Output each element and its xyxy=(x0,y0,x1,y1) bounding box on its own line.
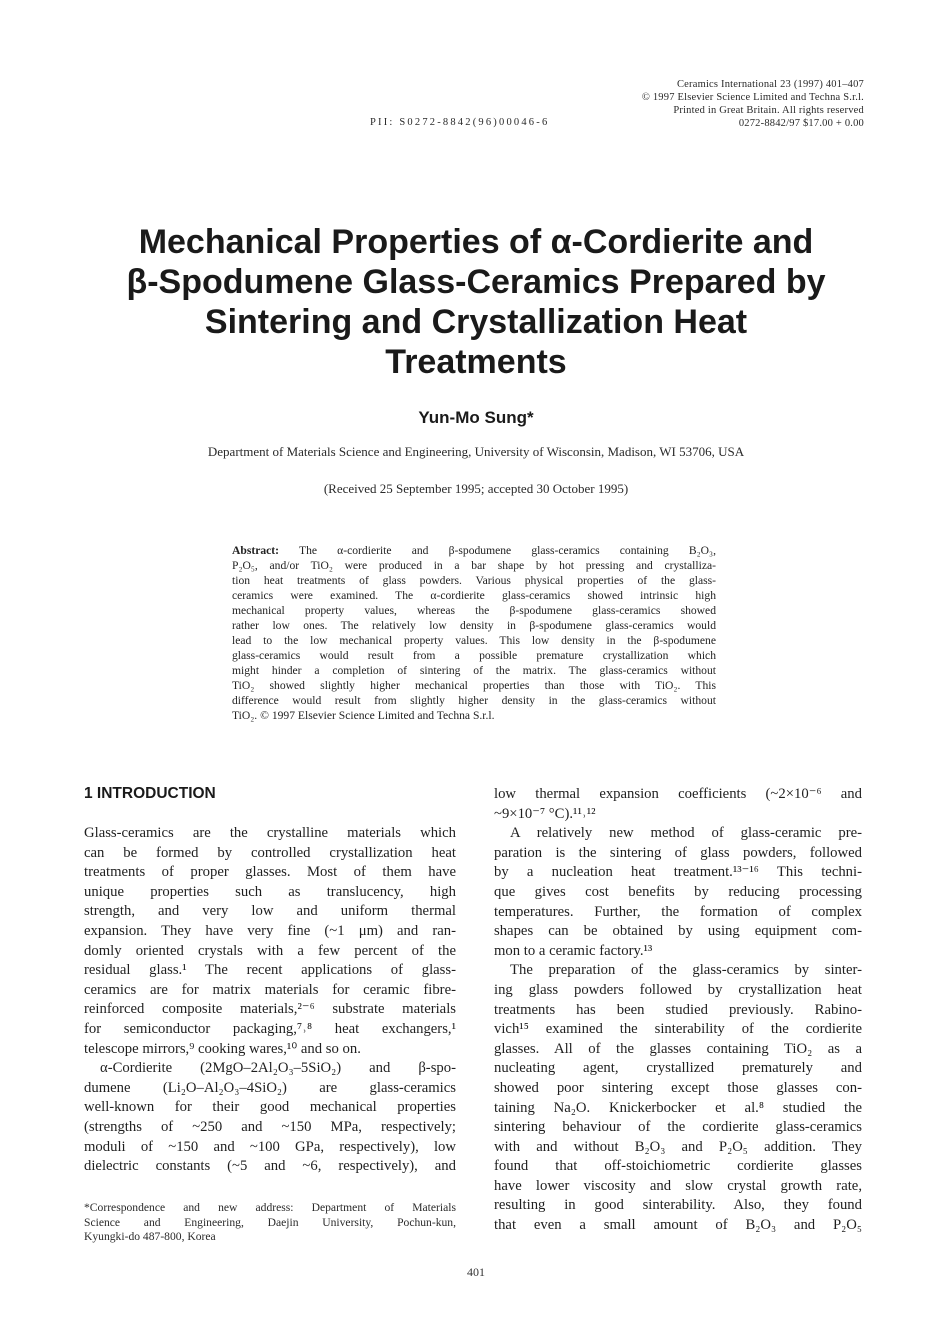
text-line: α-Cordierite (2MgO–2Al₂O₃–5SiO₂) and β-spo- xyxy=(100,1060,456,1077)
abstract xyxy=(232,543,716,723)
text-line: paration is the sintering of glass powders, followed xyxy=(494,844,862,861)
abstract-line: ceramics were examined. The α-cordierite glass-ceramics showed intrinsic high xyxy=(232,589,716,602)
article-title xyxy=(60,222,892,382)
text-line: moduli of ~150 and ~100 GPa, respectively), low xyxy=(84,1138,456,1155)
text-line: ceramics are for matrix materials for ceramic fibre- xyxy=(84,981,456,998)
printed-line: Printed in Great Britain. All rights reserved xyxy=(673,105,864,116)
text-line: by a nucleation heat treatment.¹³⁻¹⁶ This techni- xyxy=(494,864,862,881)
footnote-line: Kyungki-do 487-800, Korea xyxy=(84,1230,216,1243)
text-line: mon to a ceramic factory.¹³ xyxy=(494,942,653,959)
text-line: telescope mirrors,⁹ cooking wares,¹⁰ and so on. xyxy=(84,1040,361,1057)
text-line: with and without B₂O₃ and P₂O₅ addition. They xyxy=(494,1138,862,1155)
abstract-line: difference would result from slightly higher density in the glass-ceramics without xyxy=(232,694,716,707)
title-line: Treatments xyxy=(385,343,567,381)
text-line: temperatures. Further, the formation of complex xyxy=(494,903,862,920)
text-line: resulting in good sinterability. Also, they found xyxy=(494,1197,862,1214)
section-heading: 1 INTRODUCTION xyxy=(84,785,216,802)
right-column xyxy=(494,785,862,1236)
abstract-line: tion heat treatments of glass powders. Various physical properties of the glass- xyxy=(232,574,716,587)
abstract-line: Abstract: The α-cordierite and β-spodumene glass-ceramics containing B₂O₃, xyxy=(232,544,716,557)
affiliation: Department of Materials Science and Engineering, University of Wisconsin, Madison, WI 53706, USA xyxy=(207,444,745,459)
text-line: found that off-stoichiometric cordierite glasses xyxy=(494,1158,862,1175)
title-line: β-Spodumene Glass-Ceramics Prepared by xyxy=(126,263,826,301)
pii-code: PII: S0272-8842(96)00046-6 xyxy=(370,117,550,128)
text-line: have lower viscosity and slow crystal growth rate, xyxy=(494,1177,862,1194)
text-line: expansion. They have very fine (~1 μm) and ran- xyxy=(84,922,456,939)
abstract-line: mechanical property values, whereas the β-spodumene glass-ceramics showed xyxy=(232,604,716,617)
price-line: 0272-8842/97 $17.00 + 0.00 xyxy=(738,118,864,129)
text-line: unique properties such as translucency, high xyxy=(84,883,456,900)
text-line: ing glass powders followed by crystallization heat xyxy=(494,981,862,998)
text-line: showed poor sintering except those glasses con- xyxy=(494,1079,862,1096)
text-line: The preparation of the glass-ceramics by sinter- xyxy=(510,962,862,979)
left-column xyxy=(84,824,456,1177)
footnote-line: *Correspondence and new address: Department of Materials xyxy=(84,1201,456,1214)
text-line: well-known for their good mechanical properties xyxy=(84,1099,456,1116)
text-line: residual glass.¹ The recent applications of glass- xyxy=(84,962,456,979)
footnote xyxy=(84,1201,456,1245)
received-dates: (Received 25 September 1995; accepted 30 October 1995) xyxy=(323,481,629,496)
author-name: Yun-Mo Sung* xyxy=(418,408,534,427)
text-line: Glass-ceramics are the crystalline materials which xyxy=(84,825,456,841)
text-line: strength, and very low and uniform thermal xyxy=(84,903,456,920)
title-line: Mechanical Properties of α-Cordierite and xyxy=(138,223,814,261)
title-line: Sintering and Crystallization Heat xyxy=(204,303,748,341)
text-line: nucleating agent, crystallized prematurely and xyxy=(494,1060,862,1077)
abstract-line: rather low ones. The relatively low density in β-spodumene glass-ceramics would xyxy=(232,619,716,632)
abstract-line: TiO₂. © 1997 Elsevier Science Limited and Techna S.r.l. xyxy=(232,709,495,722)
text-line: sintering behaviour of the cordierite glass-ceramics xyxy=(494,1119,862,1136)
copyright-line: © 1997 Elsevier Science Limited and Techna S.r.l. xyxy=(641,92,864,103)
text-line: que gives cost benefits by reducing processing xyxy=(494,883,862,900)
text-line: treatments of proper glasses. Most of them have xyxy=(84,864,456,881)
text-line: domly oriented crystals with a few percent of the xyxy=(84,942,456,959)
text-line: shapes can be obtained by using equipment com- xyxy=(494,923,862,940)
text-line: (strengths of ~250 and ~150 MPa, respectively; xyxy=(84,1118,456,1135)
text-line: can be formed by controlled crystallization heat xyxy=(84,844,456,861)
text-line: dielectric constants (~5 and ~6, respectively), and xyxy=(84,1158,456,1175)
page-number: 401 xyxy=(467,1265,485,1279)
text-line: vich¹⁵ examined the sinterability of the cordierite xyxy=(494,1021,862,1038)
abstract-line: glass-ceramics would result from a possible premature crystallization which xyxy=(232,649,716,662)
text-line: reinforced composite materials,²⁻⁶ substrate materials xyxy=(84,1001,456,1018)
abstract-line: TiO₂ showed slightly higher mechanical properties than those with TiO₂. This xyxy=(232,679,716,692)
text-line: A relatively new method of glass-ceramic pre- xyxy=(510,825,862,842)
text-line: glasses. All of the glasses containing TiO₂ as a xyxy=(494,1040,862,1057)
text-line: for semiconductor packaging,⁷˒⁸ heat exchangers,¹ xyxy=(84,1020,456,1037)
abstract-label: Abstract: xyxy=(232,544,280,557)
abstract-line: might hinder a completion of sintering of the matrix. The glass-ceramics without xyxy=(232,664,716,677)
text-line: low thermal expansion coefficients (~2×10⁻⁶ and xyxy=(494,786,862,802)
text-line: treatments has been studied previously. Rabino- xyxy=(494,1001,862,1018)
text-line: ~9×10⁻⁷ °C).¹¹˒¹² xyxy=(494,805,596,822)
journal-citation: Ceramics International 23 (1997) 401–407 xyxy=(676,79,864,90)
abstract-line: lead to the low mechanical property values. This low density in the β-spodumene xyxy=(232,634,716,647)
footnote-line: Science and Engineering, Daejin University, Pochun-kun, xyxy=(84,1215,456,1229)
abstract-line: P₂O₅, and/or TiO₂ were produced in a bar shape by hot pressing and crystalliza- xyxy=(232,559,716,572)
text-line: taining Na₂O. Knickerbocker et al.⁸ studied the xyxy=(494,1099,862,1116)
text-line: dumene (Li₂O–Al₂O₃–4SiO₂) are glass-ceramics xyxy=(84,1079,456,1096)
text-line: that even a small amount of B₂O₃ and P₂O₅ xyxy=(494,1217,862,1234)
